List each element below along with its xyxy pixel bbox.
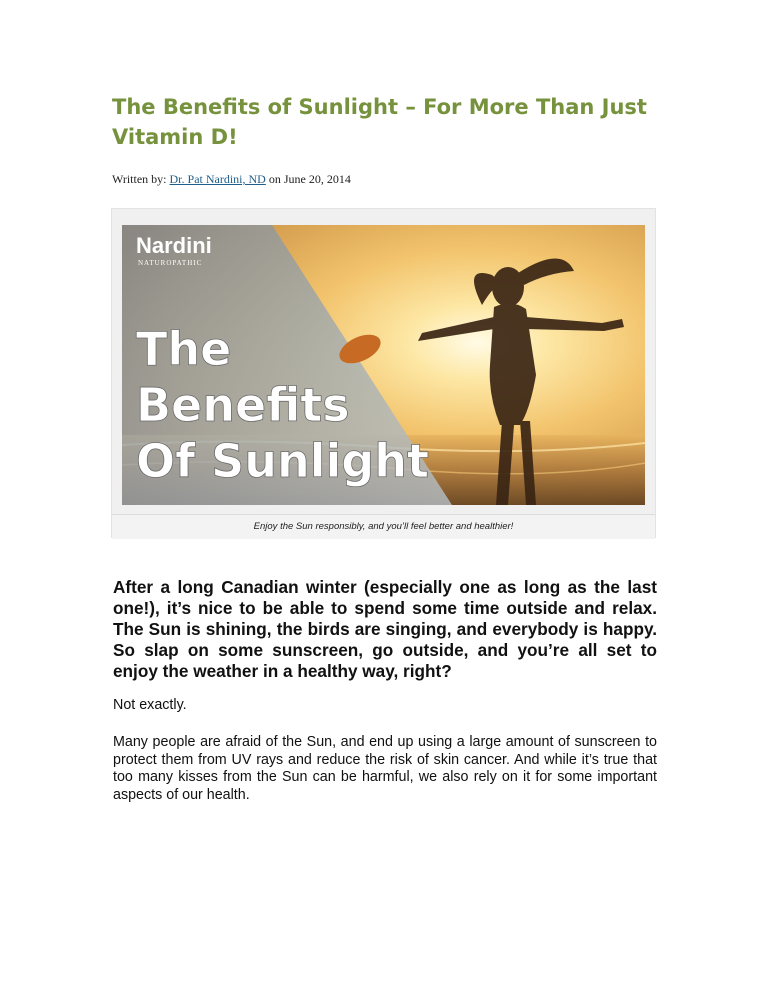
brand-name: Nardini: [136, 233, 212, 258]
brand-subtitle: NATUROPATHIC: [138, 259, 203, 267]
hero-figure: [111, 208, 656, 538]
body-paragraph-1: Not exactly.: [113, 697, 187, 713]
body-paragraph-2: Many people are afraid of the Sun, and end up using a large amount of sunscreen to protect them from UV rays and reduce the risk of skin cancer. And while it’s true that too many kisses from the Sun can be harmful, we also rely on it for some important aspects of our health.: [113, 734, 657, 803]
article-title: The Benefits of Sunlight – For More Than Just Vitamin D!: [112, 95, 647, 149]
image-caption: Enjoy the Sun responsibly, and you’ll feel better and healthier!: [253, 521, 514, 532]
sunlight-photo: [122, 225, 645, 505]
headline-line-1: The: [136, 322, 232, 376]
author-link[interactable]: Dr. Pat Nardini, ND: [169, 172, 266, 186]
headline-line-2: Benefits: [136, 378, 350, 432]
byline-prefix: Written by:: [112, 172, 170, 186]
lead-paragraph: After a long Canadian winter (especially one as long as the last one!), it’s nice to be able to spend some time outside and relax. The Sun is shining, the birds are singing, and everybody is happy. So slap on some sunscreen, go outside, and you’re all set to enjoy the weather in a healthy way, right?: [113, 577, 657, 681]
byline-date: on June 20, 2014: [265, 172, 351, 186]
headline-line-3: Of Sunlight: [136, 434, 429, 488]
nardini-logo: [136, 233, 212, 267]
hero-image: [122, 225, 645, 505]
caption-bar: [112, 514, 655, 539]
byline: [112, 172, 351, 187]
